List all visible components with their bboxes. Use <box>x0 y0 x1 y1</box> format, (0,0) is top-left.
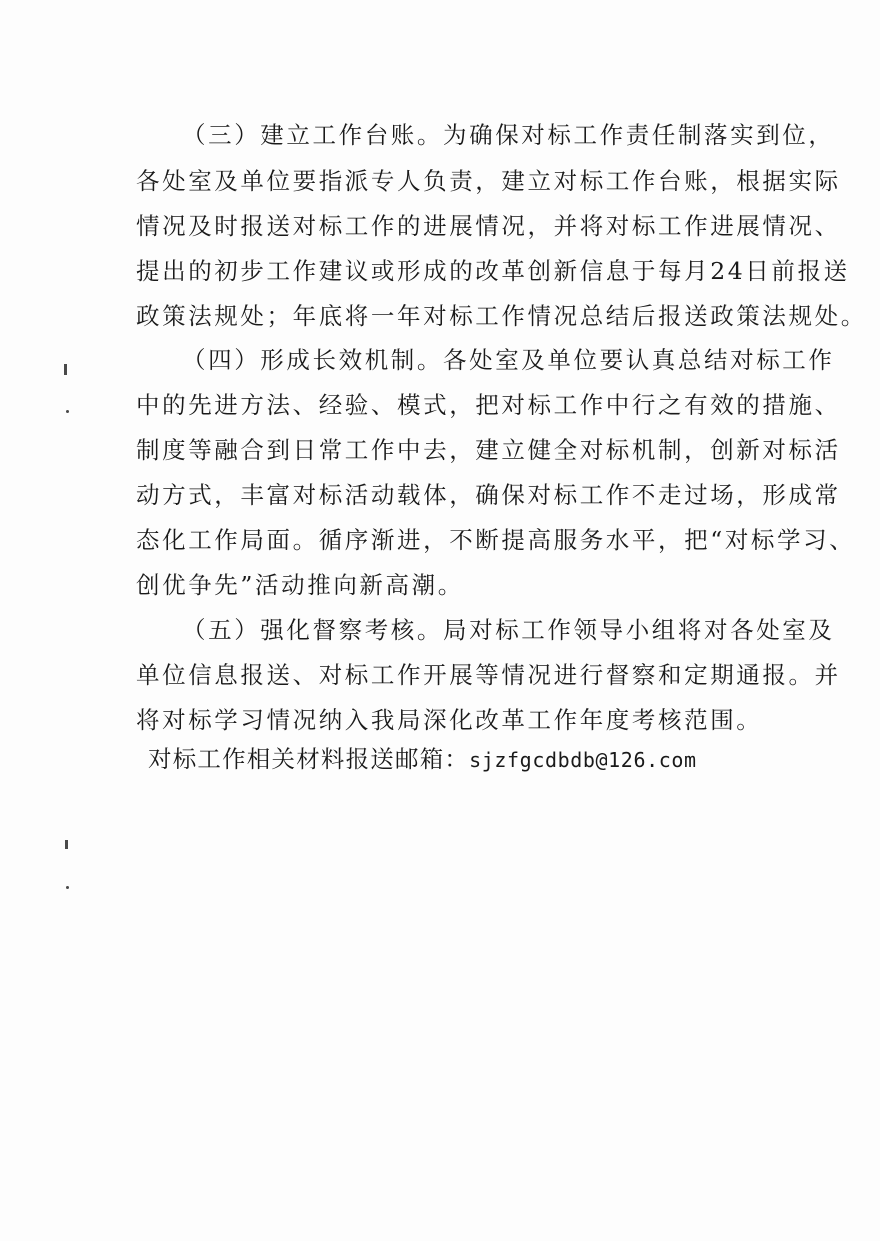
paragraph-3-line-1: （三）建立工作台账。为确保对标工作责任制落实到位， <box>182 121 835 149</box>
email-label: 对标工作相关材料报送邮箱： <box>148 745 470 773</box>
paragraph-4-line-3: 制度等融合到日常工作中去，建立健全对标机制，创新对标活 <box>136 436 841 464</box>
paragraph-4-line-6: 创优争先”活动推向新高潮。 <box>136 571 464 599</box>
paragraph-5-line-2: 单位信息报送、对标工作开展等情况进行督察和定期通报。并 <box>136 661 841 689</box>
paragraph-3-line-4: 提出的初步工作建议或形成的改革创新信息于每月24日前报送 <box>136 257 850 285</box>
paragraph-3-line-3: 情况及时报送对标工作的进展情况，并将对标工作进展情况、 <box>136 212 841 240</box>
scan-mark-3 <box>65 840 68 849</box>
paragraph-4-line-5: 态化工作局面。循序渐进，不断提高服务水平，把“对标学习、 <box>136 526 856 554</box>
scan-mark-4 <box>66 886 69 889</box>
scan-mark-2 <box>66 410 69 413</box>
paragraph-4-line-4: 动方式，丰富对标活动载体，确保对标工作不走过场，形成常 <box>136 481 841 509</box>
paragraph-4-line-2: 中的先进方法、经验、模式，把对标工作中行之有效的措施、 <box>136 391 841 419</box>
paragraph-4-line-1: （四）形成长效机制。各处室及单位要认真总结对标工作 <box>182 346 835 374</box>
email-address: sjzfgcdbdb@126.com <box>469 748 697 772</box>
paragraph-3-line-5: 政策法规处；年底将一年对标工作情况总结后报送政策法规处。 <box>136 302 867 330</box>
paragraph-5-line-3: 将对标学习情况纳入我局深化改革工作年度考核范围。 <box>136 706 763 734</box>
scan-mark-1 <box>64 364 67 375</box>
email-line <box>148 744 748 774</box>
paragraph-3-line-2: 各处室及单位要指派专人负责，建立对标工作台账，根据实际 <box>136 167 841 195</box>
paragraph-5-line-1: （五）强化督察考核。局对标工作领导小组将对各处室及 <box>182 616 835 644</box>
